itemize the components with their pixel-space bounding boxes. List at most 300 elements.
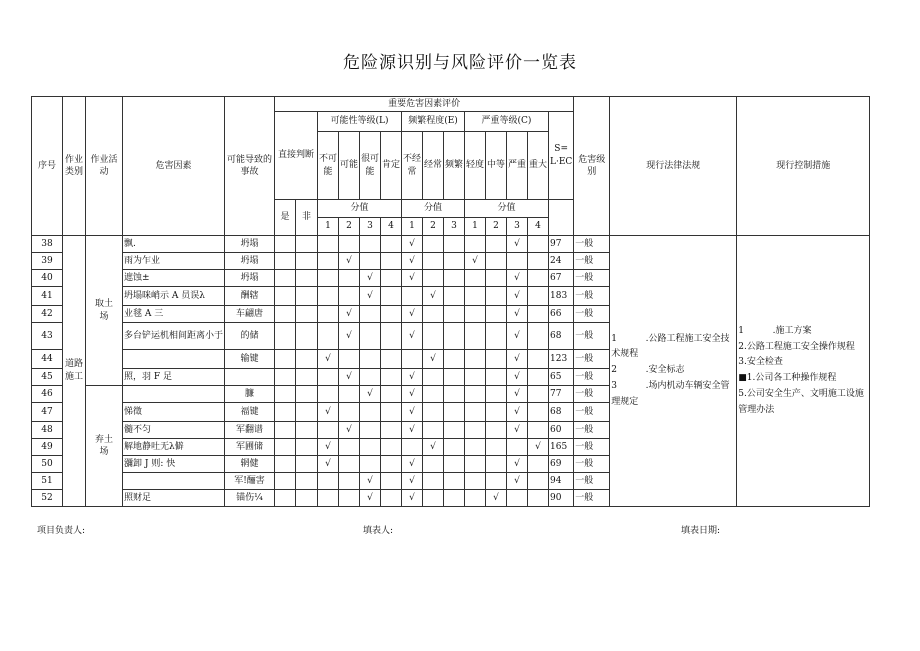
cell-hazard: 业毬 A 三 [123,306,225,323]
cell-score [381,456,402,473]
measure-item: 1 .施工方案 [738,325,812,336]
cell-score [444,422,465,439]
cell-seq: 38 [32,236,63,253]
cell-score [528,386,549,403]
cell-seq: 42 [32,306,63,323]
header-score-num: 3 [360,218,381,236]
cell-direct-no [296,369,318,386]
check-mark: √ [339,253,360,270]
cell-score [381,369,402,386]
header-score-num: 4 [528,218,549,236]
header-score-num: 2 [339,218,360,236]
header-score-num: 1 [465,218,486,236]
cell-direct-no [296,403,318,422]
cell-direct-yes [275,439,296,456]
cell-direct-yes [275,350,296,369]
cell-score [381,422,402,439]
cell-score [528,473,549,490]
cell-score [402,350,423,369]
cell-score [528,323,549,350]
cell-score [465,306,486,323]
header-yes: 是 [275,200,296,236]
cell-seq: 46 [32,386,63,403]
header-severity-4: 重大 [528,132,549,200]
cell-level: 一般 [574,323,610,350]
cell-score [507,490,528,507]
cell-seq: 44 [32,350,63,369]
cell-score [339,490,360,507]
cell-level: 一般 [574,386,610,403]
measure-item: 3.安全检查 [738,357,783,368]
cell-level: 一般 [574,287,610,306]
cell-score [444,306,465,323]
cell-score [339,287,360,306]
cell-score [444,490,465,507]
cell-direct-no [296,270,318,287]
cell-seq: 41 [32,287,63,306]
header-likelihood-1: 不可能 [318,132,339,200]
cell-score [465,473,486,490]
cell-hazard: 照，羽 F 足 [123,369,225,386]
cell-score [528,369,549,386]
check-mark: √ [507,287,528,306]
check-mark: √ [507,270,528,287]
cell-score [465,350,486,369]
cell-level: 一般 [574,403,610,422]
cell-score [486,287,507,306]
cell-hazard [123,473,225,490]
cell-direct-yes [275,369,296,386]
cell-score [465,439,486,456]
cell-activity-spoil: 弃土场 [86,386,123,507]
cell-score [486,403,507,422]
cell-score [444,323,465,350]
check-mark: √ [360,490,381,507]
measure-item: 2.公路工程施工安全操作规程 [738,341,855,352]
header-score-e: 分值 [402,200,465,218]
header-score-num: 1 [402,218,423,236]
header-frequency-3: 频繁 [444,132,465,200]
cell-hazard [123,386,225,403]
cell-score [528,403,549,422]
header-hazard: 危害因素 [123,97,225,236]
cell-d-value: 165 [549,439,574,456]
cell-accident: 坍塌 [225,270,275,287]
cell-score [381,350,402,369]
cell-score [318,270,339,287]
cell-score [486,386,507,403]
cell-direct-yes [275,403,296,422]
cell-direct-yes [275,306,296,323]
cell-score [486,350,507,369]
check-mark: √ [402,456,423,473]
check-mark: √ [318,439,339,456]
check-mark: √ [360,287,381,306]
header-laws: 现行法律法规 [610,97,737,236]
cell-work-type: 道路施工 [63,236,86,507]
cell-score [444,236,465,253]
cell-d-value: 69 [549,456,574,473]
header-score-num: 1 [318,218,339,236]
cell-score [360,403,381,422]
cell-level: 一般 [574,306,610,323]
cell-d-value: 123 [549,350,574,369]
cell-accident: 坍塌 [225,236,275,253]
check-mark: √ [402,490,423,507]
cell-d-value: 66 [549,306,574,323]
cell-d-value: 90 [549,490,574,507]
header-score-c: 分值 [465,200,549,218]
cell-score [486,253,507,270]
cell-accident: 军!酾害 [225,473,275,490]
cell-score [318,386,339,403]
cell-score [528,422,549,439]
cell-score [360,306,381,323]
header-accident: 可能导致的事故 [225,97,275,236]
cell-seq: 40 [32,270,63,287]
cell-score [423,473,444,490]
cell-score [423,369,444,386]
cell-direct-no [296,439,318,456]
cell-activity-borrow: 取土场 [86,236,123,386]
cell-score [528,253,549,270]
header-score-num: 2 [423,218,444,236]
cell-direct-yes [275,473,296,490]
cell-score [402,287,423,306]
cell-accident: 军圃储 [225,439,275,456]
cell-direct-yes [275,490,296,507]
cell-score [528,270,549,287]
footer-manager: 项目负责人: [37,526,86,536]
header-severity-1: 轻度 [465,132,486,200]
check-mark: √ [423,350,444,369]
cell-score [486,439,507,456]
cell-direct-yes [275,270,296,287]
cell-score [318,236,339,253]
cell-direct-no [296,287,318,306]
header-level: 危害级别 [574,97,610,236]
cell-d-value: 24 [549,253,574,270]
cell-score [381,270,402,287]
cell-score [318,287,339,306]
cell-direct-no [296,350,318,369]
cell-score [381,287,402,306]
header-d: S= L·EC [549,112,574,200]
cell-hazard: 髓不匀 [123,422,225,439]
cell-score [381,323,402,350]
cell-score [465,270,486,287]
cell-score [360,323,381,350]
cell-score [318,473,339,490]
cell-hazard: 雨为乍业 [123,253,225,270]
cell-hazard: 飘. [123,236,225,253]
cell-level: 一般 [574,473,610,490]
cell-score [381,490,402,507]
cell-direct-no [296,490,318,507]
hazard-table [31,96,870,507]
cell-level: 一般 [574,270,610,287]
cell-score [528,236,549,253]
check-mark: √ [507,386,528,403]
cell-direct-no [296,253,318,270]
cell-level: 一般 [574,439,610,456]
cell-score [465,456,486,473]
cell-direct-yes [275,386,296,403]
header-no: 非 [296,200,318,236]
header-likelihood-2: 可能 [339,132,360,200]
cell-hazard [123,350,225,369]
cell-score [444,369,465,386]
page-title: 危险源识别与风险评价一览表 [343,53,577,73]
cell-score [402,439,423,456]
cell-accident [225,369,275,386]
cell-score [381,236,402,253]
cell-direct-yes [275,323,296,350]
cell-score [318,253,339,270]
cell-d-value: 183 [549,287,574,306]
cell-seq: 52 [32,490,63,507]
cell-direct-no [296,306,318,323]
check-mark: √ [339,323,360,350]
cell-score [339,386,360,403]
check-mark: √ [507,422,528,439]
cell-hazard: 照财足 [123,490,225,507]
cell-score [465,386,486,403]
cell-d-value: 60 [549,422,574,439]
cell-score [360,236,381,253]
check-mark: √ [339,422,360,439]
header-frequency-2: 经常 [423,132,444,200]
cell-score [423,236,444,253]
cell-score [444,386,465,403]
cell-score [360,456,381,473]
cell-score [528,350,549,369]
cell-score [528,287,549,306]
header-eval-group: 重要危害因素评价 [275,97,574,112]
cell-score [486,236,507,253]
cell-hazard: 瀰卸 J 则: 快 [123,456,225,473]
cell-score [486,456,507,473]
header-severity-3: 严重 [507,132,528,200]
cell-score [381,439,402,456]
cell-score [444,253,465,270]
cell-score [381,403,402,422]
cell-score [444,270,465,287]
header-severity: 严重等级(C) [465,112,549,132]
cell-d-value: 94 [549,473,574,490]
cell-score [318,323,339,350]
cell-hazard: 解地静吐无λ僻 [123,439,225,456]
header-work-type: 作业类别 [63,97,86,236]
check-mark: √ [507,403,528,422]
cell-direct-no [296,473,318,490]
cell-direct-no [296,456,318,473]
cell-score [339,270,360,287]
cell-score [423,253,444,270]
cell-level: 一般 [574,490,610,507]
cell-score [486,473,507,490]
header-direct-judge: 直接判断 [275,112,318,200]
cell-seq: 45 [32,369,63,386]
cell-hazard: 坍塌咪峭示 A 员误λ [123,287,225,306]
footer-filler: 填表人: [363,526,394,536]
cell-direct-yes [275,253,296,270]
cell-score [444,473,465,490]
cell-score [465,422,486,439]
cell-seq: 51 [32,473,63,490]
cell-score [444,456,465,473]
cell-score [486,369,507,386]
cell-score [423,490,444,507]
cell-score [423,323,444,350]
cell-score [465,369,486,386]
header-frequency-1: 不经常 [402,132,423,200]
cell-score [360,253,381,270]
header-seq: 序号 [32,97,63,236]
cell-hazard: 遮蚀± [123,270,225,287]
cell-level: 一般 [574,456,610,473]
cell-level: 一般 [574,369,610,386]
header-activity: 作业活动 [86,97,123,236]
check-mark: √ [402,473,423,490]
check-mark: √ [318,350,339,369]
cell-score [486,306,507,323]
check-mark: √ [402,270,423,287]
check-mark: √ [507,350,528,369]
cell-level: 一般 [574,236,610,253]
check-mark: √ [507,456,528,473]
cell-score [339,350,360,369]
cell-score [423,422,444,439]
check-mark: √ [402,253,423,270]
cell-score [444,287,465,306]
measure-item: ■1.公司各工种操作规程 [738,373,837,383]
cell-score [381,386,402,403]
cell-score [486,323,507,350]
header-likelihood: 可能性等级(L) [318,112,402,132]
check-mark: √ [507,306,528,323]
cell-score [528,306,549,323]
check-mark: √ [402,236,423,253]
check-mark: √ [402,369,423,386]
check-mark: √ [423,439,444,456]
table-row [32,236,870,253]
check-mark: √ [318,403,339,422]
check-mark: √ [402,306,423,323]
header-score-num: 3 [507,218,528,236]
cell-score [381,306,402,323]
header-severity-2: 中等 [486,132,507,200]
header-d-empty [549,200,574,236]
header-score-num: 2 [486,218,507,236]
cell-hazard: 悌徵 [123,403,225,422]
check-mark: √ [402,323,423,350]
cell-accident: 辋健 [225,456,275,473]
cell-direct-no [296,386,318,403]
cell-direct-no [296,323,318,350]
cell-score [339,403,360,422]
check-mark: √ [507,369,528,386]
cell-score [465,403,486,422]
cell-score [423,456,444,473]
cell-score [339,473,360,490]
header-score-num: 4 [381,218,402,236]
check-mark: √ [318,456,339,473]
footer-date: 填表日期: [681,526,721,536]
header-likelihood-4: 肯定 [381,132,402,200]
check-mark: √ [402,403,423,422]
cell-score [360,369,381,386]
check-mark: √ [528,439,549,456]
cell-accident: 坍塌 [225,253,275,270]
check-mark: √ [507,473,528,490]
cell-score [339,456,360,473]
cell-level: 一般 [574,350,610,369]
cell-direct-no [296,236,318,253]
header-score-num: 3 [444,218,465,236]
cell-seq: 39 [32,253,63,270]
header-frequency: 频繁程度(E) [402,112,465,132]
cell-accident: 酬辖 [225,287,275,306]
cell-score [465,490,486,507]
check-mark: √ [402,422,423,439]
cell-level: 一般 [574,253,610,270]
header-measures: 现行控制措施 [737,97,870,236]
check-mark: √ [465,253,486,270]
cell-accident: 福键 [225,403,275,422]
header-likelihood-3: 很可能 [360,132,381,200]
cell-score [381,473,402,490]
check-mark: √ [423,287,444,306]
cell-d-value: 68 [549,323,574,350]
cell-accident: 臁 [225,386,275,403]
cell-direct-yes [275,422,296,439]
cell-score [423,306,444,323]
cell-score [360,350,381,369]
cell-direct-no [296,422,318,439]
cell-score [318,369,339,386]
cell-score [528,490,549,507]
cell-score [360,422,381,439]
cell-seq: 50 [32,456,63,473]
cell-d-value: 97 [549,236,574,253]
cell-accident: 输键 [225,350,275,369]
cell-score [486,270,507,287]
cell-level: 一般 [574,422,610,439]
cell-d-value: 77 [549,386,574,403]
check-mark: √ [339,306,360,323]
header-score-l: 分值 [318,200,402,218]
cell-d-value: 68 [549,403,574,422]
cell-accident: 的储 [225,323,275,350]
cell-score [423,386,444,403]
cell-measures [737,236,870,507]
law-item: 3 .场内机动车辆安全管理规定 [611,380,730,407]
cell-score [465,323,486,350]
cell-score [465,287,486,306]
check-mark: √ [486,490,507,507]
check-mark: √ [507,236,528,253]
cell-score [528,456,549,473]
cell-score [507,253,528,270]
cell-laws [610,236,737,507]
cell-score [486,422,507,439]
cell-score [318,422,339,439]
cell-score [444,439,465,456]
cell-score [444,403,465,422]
measure-item: 5.公司安全生产、文明施工设施管理办法 [738,388,864,415]
law-item: 1 .公路工程施工安全技术规程 [611,333,730,360]
